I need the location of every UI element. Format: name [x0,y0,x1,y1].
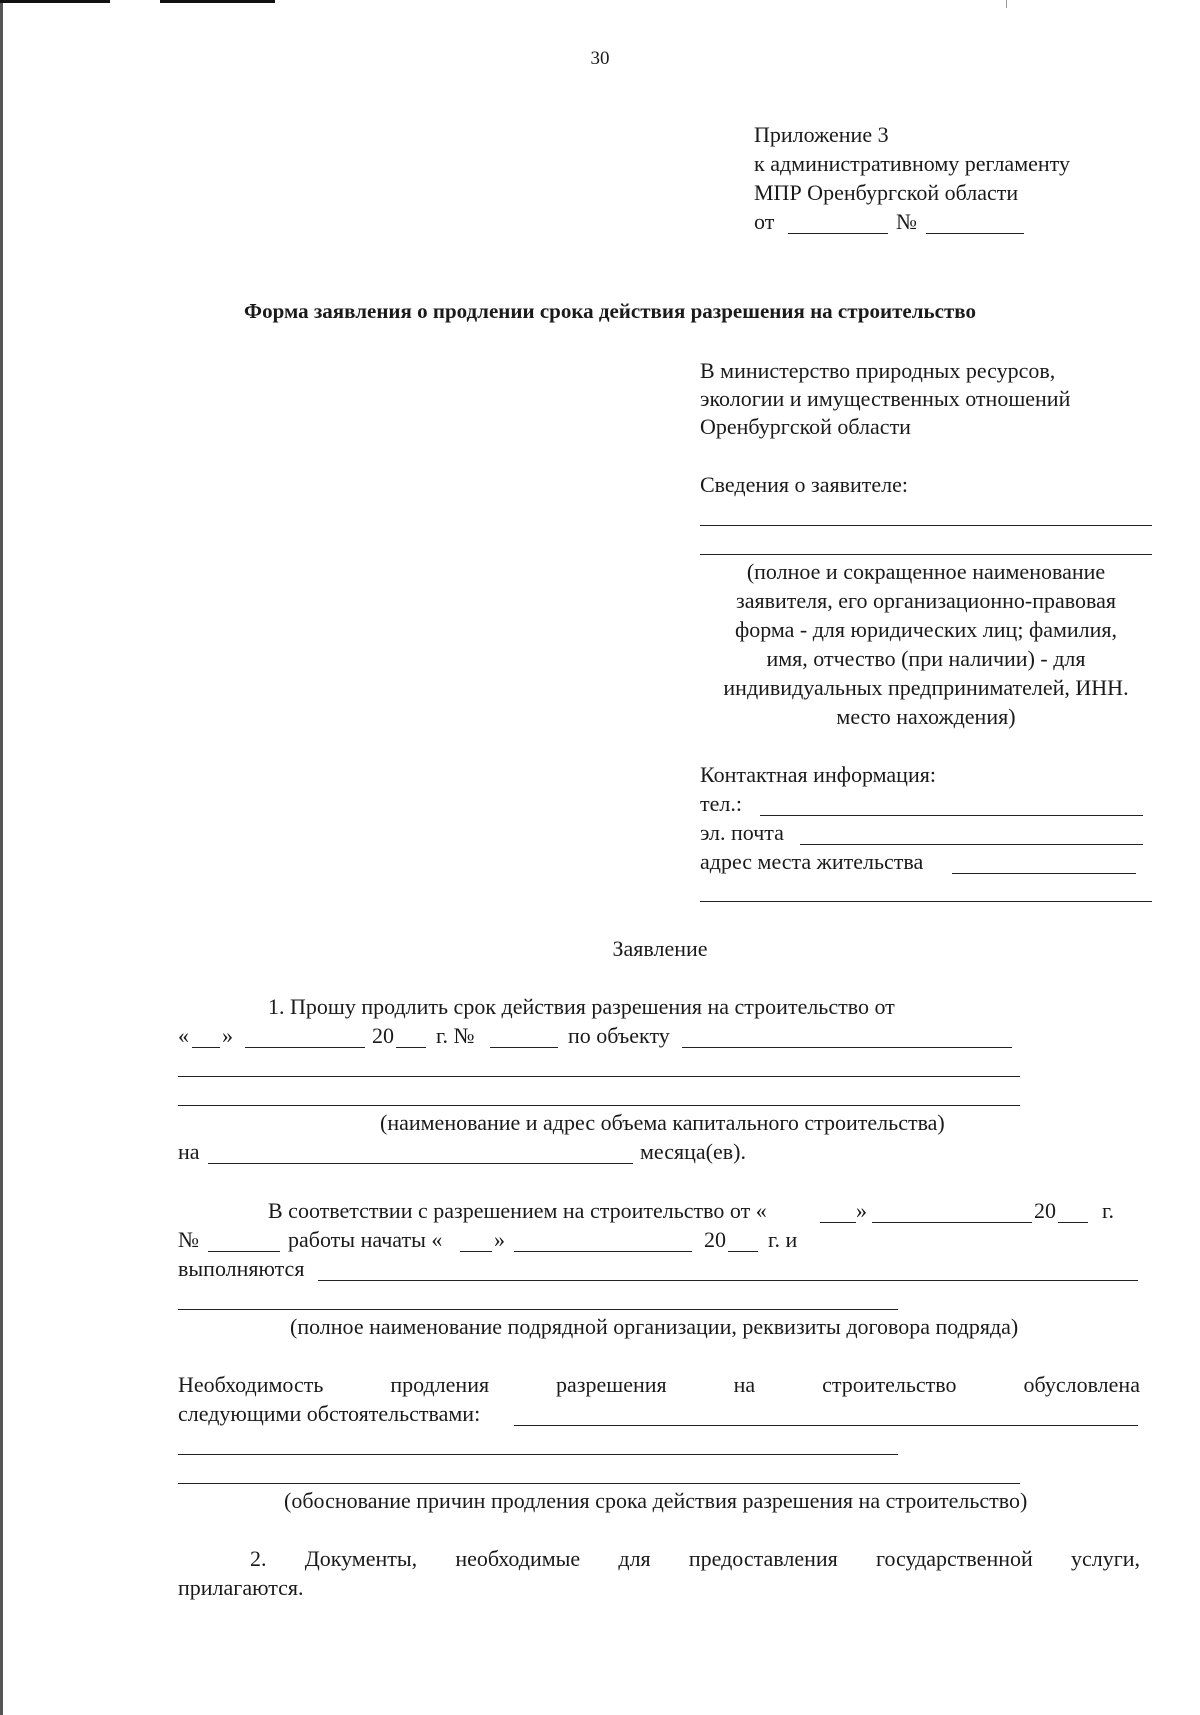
para2-number-sign: № [178,1227,199,1252]
scan-edge-top-2 [160,0,275,3]
applicant-hint-3: форма - для юридических лиц; фамилия, [734,617,1118,642]
appendix-date-prefix: от [754,209,775,234]
applicant-field-2[interactable] [700,554,1152,555]
appendix-number-sign: № [896,209,917,234]
para2-year-field[interactable] [1058,1222,1088,1223]
scan-edge-left [0,0,3,1715]
para2-year2-prefix: 20 [704,1227,726,1252]
para1-months-field[interactable] [208,1163,633,1164]
address-label: адрес места жительства [700,849,924,874]
para3-line-1 [178,1372,1140,1398]
para4-word: 2. [250,1546,267,1571]
para3-word: строительство [822,1372,957,1397]
para1-line-1: 1. Прошу продлить срок действия разрешения на строительство от [268,994,895,1019]
para1-number-field[interactable] [490,1047,558,1048]
applicant-hint-5: индивидуальных предпринимателей, ИНН. [723,675,1129,700]
para3-hint: (обоснование причин продления срока действия разрешения на строительство) [284,1488,1028,1513]
para1-month-field[interactable] [245,1047,365,1048]
address-field[interactable] [952,873,1136,874]
para1-year-field[interactable] [396,1047,426,1048]
para2-day-field[interactable] [820,1222,856,1223]
phone-label: тел.: [700,791,742,816]
para1-quote-close: » [222,1023,233,1048]
para2-quote-close: » [856,1198,867,1223]
para1-on-label: на [178,1139,200,1164]
email-label: эл. почта [700,820,784,845]
applicant-heading: Сведения о заявителе: [700,472,909,497]
para1-months-label: месяца(ев). [640,1139,746,1164]
para1-year-suffix: г. № [436,1023,475,1048]
appendix-line-1: Приложение 3 [754,122,889,147]
para4-line-1 [250,1546,1140,1572]
applicant-hint-2: заявителя, его организационно-правовая [736,588,1116,613]
appendix-line-2: к административному регламенту [754,151,1070,176]
para1-day-field[interactable] [192,1047,220,1048]
phone-field[interactable] [760,815,1143,816]
appendix-date-field[interactable] [788,233,888,234]
para1-object-field[interactable] [682,1047,1012,1048]
email-field[interactable] [800,844,1143,845]
para4-word: услуги, [1070,1546,1140,1571]
applicant-hint-1: (полное и сокращенное наименование [746,559,1106,584]
para3-line-2: следующими обстоятельствами: [178,1401,481,1426]
scan-edge-top-right [1006,0,1007,8]
para1-object-label: по объекту [568,1023,670,1048]
appendix-number-field[interactable] [926,233,1024,234]
form-title: Форма заявления о продлении срока действия разрешения на строительство [244,299,976,323]
applicant-field-1[interactable] [700,525,1152,526]
para2-start-month-field[interactable] [514,1251,692,1252]
para2-contractor-field[interactable] [318,1280,1138,1281]
para3-reason-field[interactable] [514,1425,1138,1426]
para4-word: предоставления [688,1546,838,1571]
para3-reason-field-2[interactable] [178,1454,898,1455]
statement-title: Заявление [612,936,708,961]
addressee-line-3: Оренбургской области [700,414,911,439]
para2-contractor-field-2[interactable] [178,1309,898,1310]
para2-start-day-field[interactable] [460,1251,492,1252]
para3-word: на [733,1372,756,1397]
para2-works-started: работы начаты « [288,1227,443,1252]
para4-word: Документы, [304,1546,418,1571]
addressee-line-2: экологии и имущественных отношений [700,386,1071,411]
para2-start-quote-close: » [494,1227,505,1252]
scan-edge-top-1 [0,0,110,3]
para4-word: государственной [875,1546,1033,1571]
addressee-line-1: В министерство природных ресурсов, [700,358,1056,383]
para2-year-suffix: г. [1102,1198,1115,1223]
para1-year-prefix: 20 [372,1023,394,1048]
page-number: 30 [590,48,610,69]
applicant-hint-6: место нахождения) [836,704,1016,729]
para3-word: обусловлена [1023,1372,1140,1397]
para3-word: продления [390,1372,490,1397]
para1-hint: (наименование и адрес объема капитального строительства) [380,1110,945,1135]
para4-line-2: прилагаются. [178,1575,304,1600]
appendix-line-3: МПР Оренбургской области [754,180,1019,205]
para4-word: необходимые [455,1546,581,1571]
para3-word: разрешения [556,1372,667,1397]
para1-quote-open: « [178,1023,189,1048]
applicant-hint-4: имя, отчество (при наличии) - для [766,646,1086,671]
para2-hint: (полное наименование подрядной организации, реквизиты договора подряда) [290,1314,1019,1339]
contacts-heading: Контактная информация: [700,762,936,787]
para2-performed: выполняются [178,1256,305,1281]
para2-intro: В соответствии с разрешением на строительство от « [268,1198,767,1223]
para4-word: для [618,1546,651,1571]
para3-reason-field-3[interactable] [178,1483,1020,1484]
para2-year2-suffix: г. и [768,1227,798,1252]
para2-year-prefix: 20 [1034,1198,1056,1223]
para1-object-field-2[interactable] [178,1076,1020,1077]
para2-number-field[interactable] [208,1251,280,1252]
para2-month-field[interactable] [872,1222,1032,1223]
para2-year2-field[interactable] [728,1251,758,1252]
address-field-2[interactable] [700,901,1152,902]
para1-object-field-3[interactable] [178,1105,1020,1106]
para3-word: Необходимость [178,1372,324,1397]
